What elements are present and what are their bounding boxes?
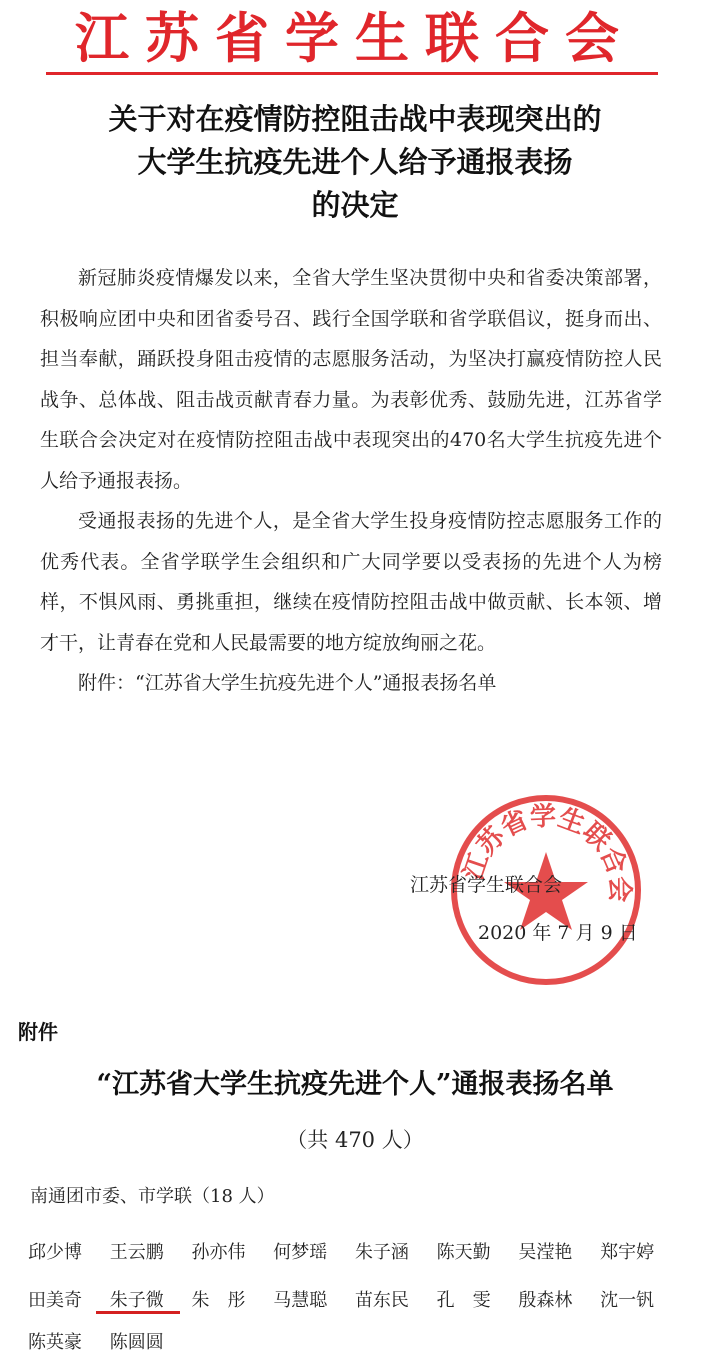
title-line-3: 的决定 (311, 188, 399, 222)
name-entry: 苗东民 (354, 1290, 409, 1311)
attachment-reference: 附件：“江苏省大学生抗疫先进个人”通报表扬名单 (78, 672, 497, 694)
name-entry: 陈天勤 (436, 1242, 491, 1263)
name-entry: 孙亦伟 (191, 1242, 246, 1263)
annex-list-title: “江苏省大学生抗疫先进个人”通报表扬名单 (96, 1069, 614, 1100)
group-header: 南通团市委、市学联（18 人） (30, 1186, 275, 1207)
name-entry-highlighted: 朱子微 (109, 1290, 164, 1311)
name-entry: 沈一钒 (600, 1290, 655, 1311)
signature-org: 江苏省学生联合会 (410, 874, 563, 896)
title-line-1: 关于对在疫情防控阻击战中表现突出的 (108, 102, 602, 136)
name-entry: 陈英豪 (28, 1332, 82, 1353)
name-entry: 朱 彤 (191, 1290, 246, 1311)
letterhead-rule (46, 72, 658, 75)
signature-date: 2020 年 7 月 9 日 (478, 922, 638, 944)
document-body (40, 258, 662, 704)
names-row-3 (28, 1328, 186, 1354)
annex-label: 附件 (18, 1020, 58, 1044)
name-entry: 吴滢艳 (518, 1242, 573, 1263)
body-paragraph-1: 新冠肺炎疫情爆发以来，全省大学生坚决贯彻中央和省委决策部署，积极响应团中央和团省委号召、践行全国学联和省学联倡议，挺身而出、担当奉献，踊跃投身阻击疫情的志愿服务活动，为坚决打赢疫情防控人民战争、总体战、阻击战贡献青春力量。为表彰优秀、鼓励先进，江苏省学生联合会决定对在疫情防控阻击战中表现突出的470名大学生抗疫先进个人给予通报表扬。 (40, 267, 662, 492)
seal-text: 江苏省学生联合会 (458, 801, 635, 903)
name-entry: 邱少博 (28, 1242, 82, 1263)
names-row-2 (28, 1286, 676, 1312)
name-entry: 马慧聪 (273, 1290, 328, 1311)
annex-list-count: （共 470 人） (286, 1128, 424, 1152)
name-entry: 何梦瑶 (273, 1242, 328, 1263)
name-entry: 田美奇 (28, 1290, 82, 1311)
names-row-1 (28, 1238, 676, 1264)
highlight-underline (96, 1311, 180, 1314)
name-entry: 郑宇婷 (600, 1242, 655, 1263)
name-entry: 孔 雯 (436, 1290, 491, 1311)
body-paragraph-2: 受通报表扬的先进个人，是全省大学生投身疫情防控志愿服务工作的优秀代表。全省学联学生会组织和广大同学要以受表扬的先进个人为榜样，不惧风雨、勇挑重担，继续在疫情防控阻击战中做贡献、长本领、增才干，让青春在党和人民最需要的地方绽放绚丽之花。 (40, 510, 662, 654)
name-entry: 王云鹏 (109, 1242, 164, 1263)
letterhead-org-name: 江苏省学生联合会 (75, 6, 635, 70)
name-entry: 陈圆圆 (109, 1332, 164, 1353)
name-entry: 朱子涵 (354, 1242, 409, 1263)
name-entry: 殷森林 (518, 1290, 573, 1311)
title-line-2: 大学生抗疫先进个人给予通报表扬 (137, 145, 573, 179)
document-title (0, 98, 710, 227)
